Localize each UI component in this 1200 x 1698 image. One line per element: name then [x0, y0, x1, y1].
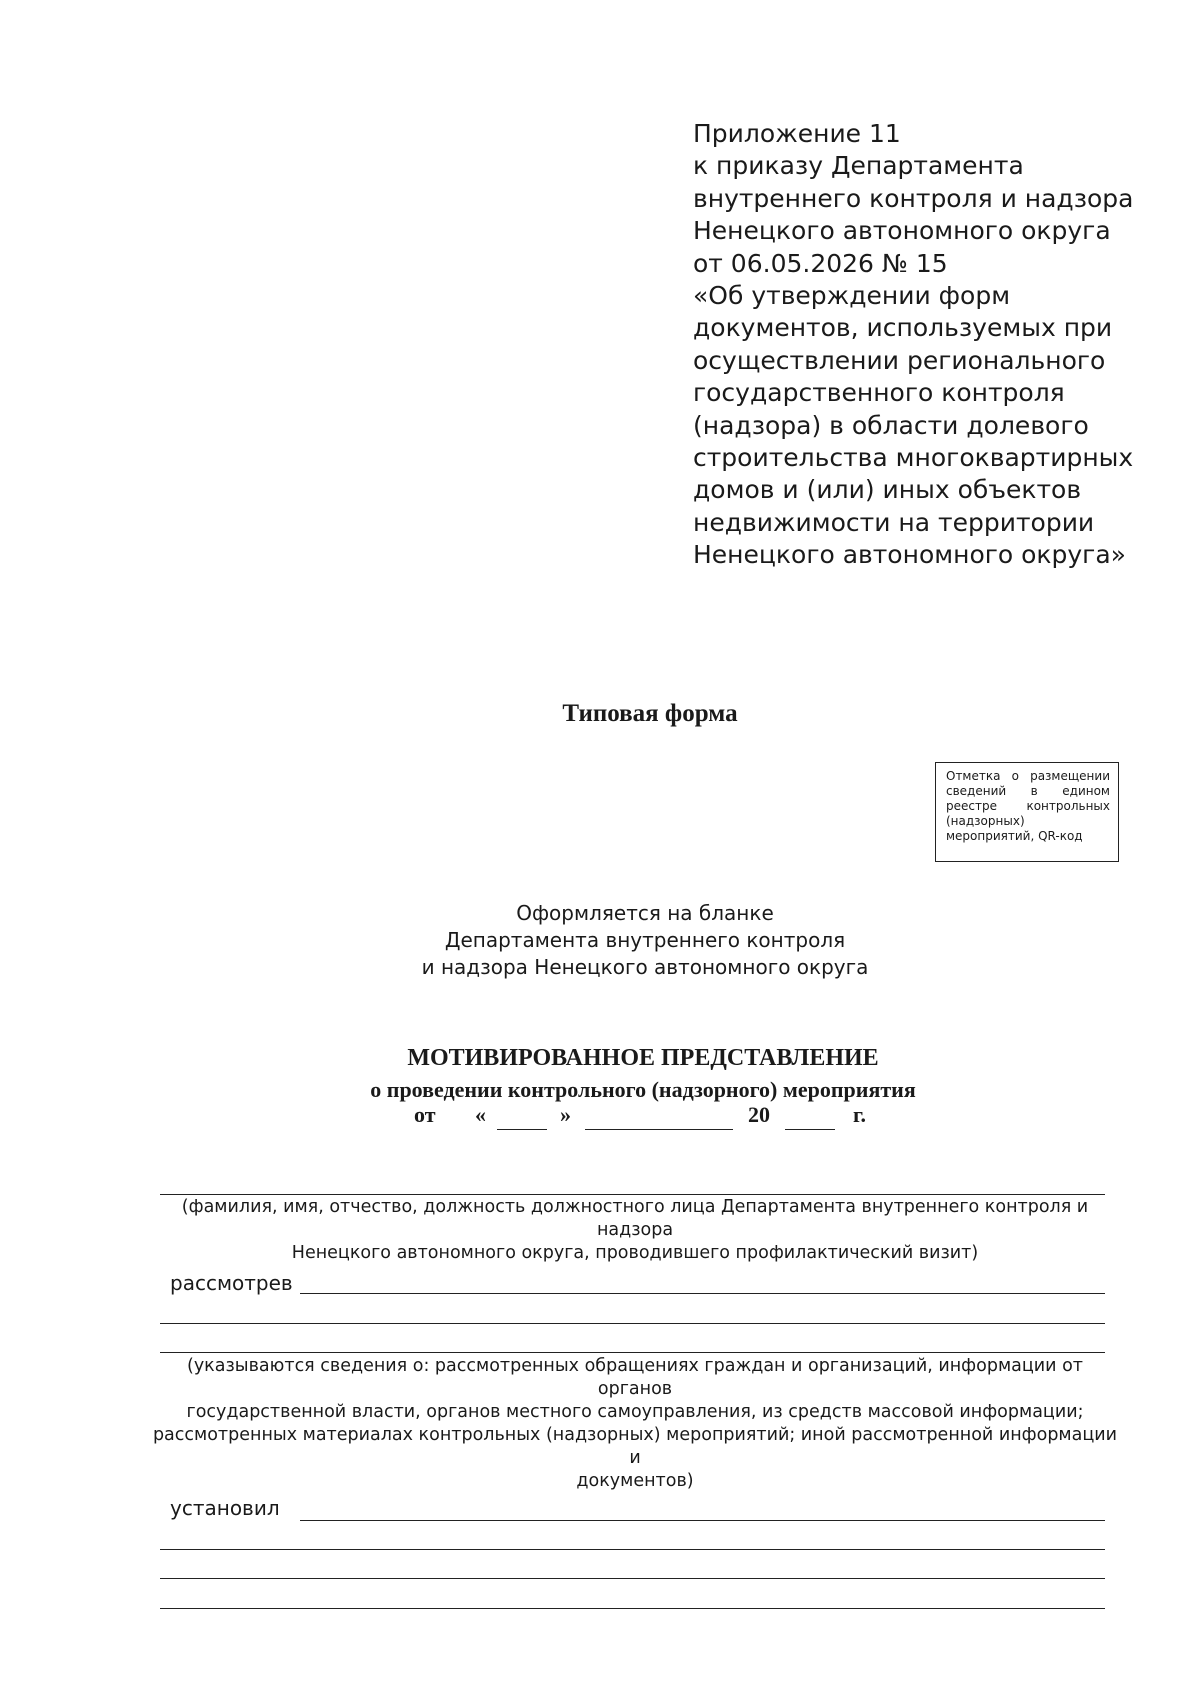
caption-line: (фамилия, имя, отчество, должность должностного лица Департамента внутреннего контроля и надзора: [181, 1197, 1089, 1240]
appendix-line: строительства многоквартирных: [693, 443, 1134, 473]
appendix-line: документов, используемых при: [693, 313, 1113, 343]
established-field[interactable]: [300, 1520, 1105, 1521]
appendix-line: «Об утверждении форм: [693, 281, 1011, 311]
appendix-line: (надзора) в области долевого: [693, 410, 1089, 440]
letterhead-line: и надзора Ненецкого автономного округа: [421, 955, 869, 979]
official-caption: [150, 1196, 1120, 1265]
caption-line: государственной власти, органов местного самоуправления, из средств массовой информации;: [186, 1402, 1084, 1422]
considered-field-line-2[interactable]: [160, 1323, 1105, 1324]
considered-label: рассмотрев: [170, 1271, 293, 1295]
caption-line: (указываются сведения о: рассмотренных обращениях граждан и организаций, информации от органов: [187, 1356, 1083, 1399]
appendix-line: недвижимости на территории: [693, 507, 1095, 537]
caption-line: документов): [576, 1471, 694, 1491]
appendix-line: осуществлении регионального: [693, 345, 1106, 375]
appendix-line: внутреннего контроля и надзора: [693, 183, 1134, 213]
appendix-line: от 06.05.2026 № 15: [693, 248, 948, 278]
title-line-2: о проведении контрольного (надзорного) мероприятия: [370, 1077, 916, 1102]
date-from-label: от: [414, 1102, 436, 1127]
form-type-heading: Типовая форма: [562, 700, 738, 727]
established-label: установил: [170, 1496, 280, 1520]
established-field-line-2[interactable]: [160, 1549, 1105, 1550]
considered-field-line-3[interactable]: [160, 1352, 1105, 1353]
appendix-line: Ненецкого автономного округа»: [693, 540, 1126, 570]
letterhead-note: [300, 900, 990, 981]
year-field[interactable]: [785, 1129, 835, 1130]
letterhead-line: Оформляется на бланке: [516, 901, 774, 925]
date-close-quote: »: [560, 1102, 571, 1127]
considered-field[interactable]: [300, 1293, 1105, 1294]
date-year-suffix: г.: [853, 1102, 867, 1127]
official-name-field[interactable]: [160, 1194, 1105, 1195]
caption-line: Ненецкого автономного округа, проводившего профилактический визит): [291, 1243, 979, 1263]
appendix-line: к приказу Департамента: [693, 151, 1024, 181]
appendix-line: Ненецкого автономного округа: [693, 216, 1111, 246]
title-line-1: МОТИВИРОВАННОЕ ПРЕДСТАВЛЕНИЕ: [407, 1045, 879, 1071]
date-line: [0, 1102, 1200, 1138]
caption-line: рассмотренных материалах контрольных (надзорных) мероприятий; иной рассмотренной информации и: [152, 1425, 1118, 1468]
date-open-quote: «: [475, 1102, 486, 1127]
appendix-line: домов и (или) иных объектов: [693, 475, 1082, 505]
date-century: 20: [748, 1102, 770, 1127]
appendix-line: Приложение 11: [693, 119, 901, 148]
registry-mark-box: Отметка о размещении сведений в едином реестре контрольных (надзорных) мероприятий, QR-код: [935, 762, 1119, 862]
established-field-line-3[interactable]: [160, 1578, 1105, 1579]
document-title: [200, 1042, 1086, 1106]
appendix-line: государственного контроля: [693, 378, 1065, 408]
appendix-header: [693, 118, 1134, 572]
month-field[interactable]: [585, 1129, 733, 1130]
letterhead-line: Департамента внутреннего контроля: [444, 928, 846, 952]
established-field-line-4[interactable]: [160, 1608, 1105, 1609]
considered-caption: [150, 1355, 1120, 1493]
day-field[interactable]: [497, 1129, 547, 1130]
